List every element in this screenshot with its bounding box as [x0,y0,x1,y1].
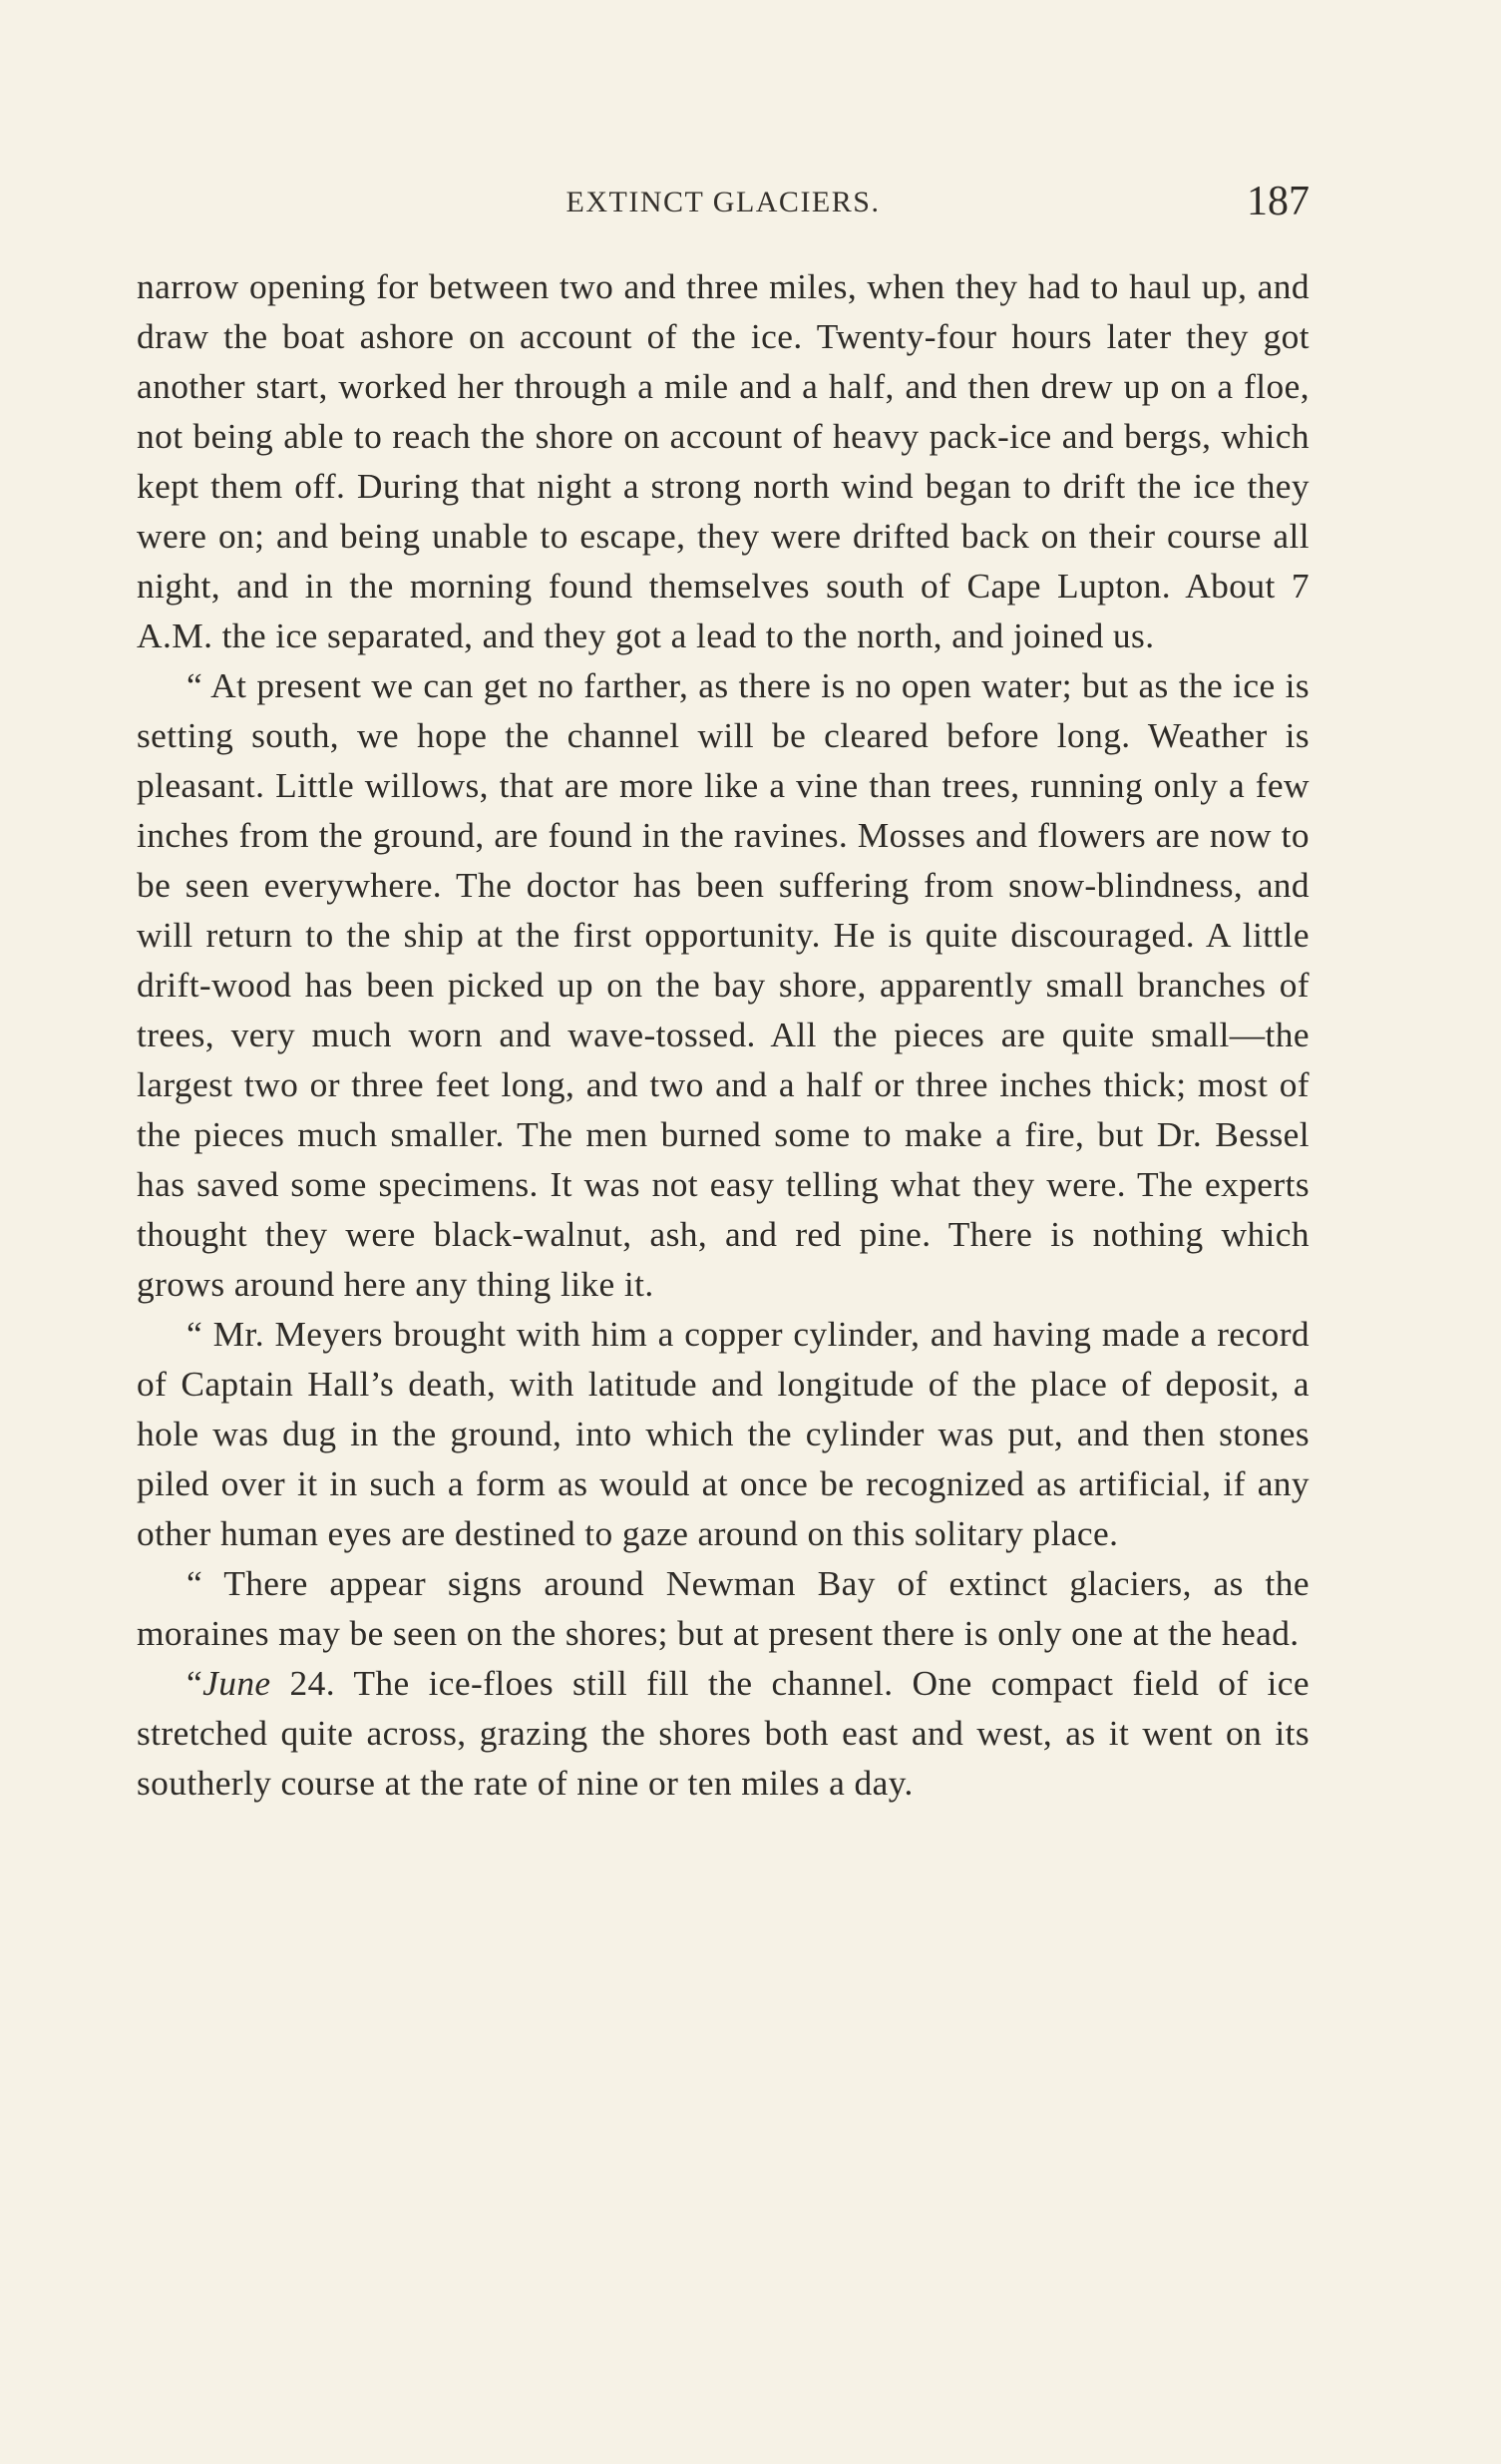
paragraph-text: the ice separated, and they got a lead to the north, and joined us. [212,616,1155,655]
paragraph-boat-journey [137,261,1310,660]
paragraph-glaciers: “ There appear signs around Newman Bay of extinct glaciers, as the moraines may be seen on the shores; but at present there is only one at the head. [137,1563,1310,1653]
paragraph-driftwood: “ At present we can get no farther, as there is no open water; but as the ice is setting south, we hope the channel will be cleared before long. Weather is pleasant. Little willows, that are more like a vine than trees, running only a few inches from the ground, are found in the ravines. Mosses and flowers are now to be seen everywhere. The doctor has been suffering from snow-blindness, and will return to the ship at the first opportunity. He is quite discouraged. A little drift-wood has been picked up on the bay shore, apparently small branches of trees, very much worn and wave-tossed. All the pieces are quite small—the largest two or three feet long, and two and a half or three inches thick; most of the pieces much smaller. The men burned some to make a fire, but Dr. Bessel has saved some specimens. It was not easy telling what they were. The experts thought they were black-walnut, ash, and red pine. There is nothing which grows around here any thing like it. [137,665,1310,1304]
body-text [137,261,1310,1808]
paragraph-text: narrow opening for between two and three miles, when they had to haul up, and draw the boat ashore on account of the ice. Twenty-four hours later they got another start, worked her through a mile and a half, and then drew up on a floe, not being able to reach the shore on account of heavy pack-ice and bergs, which kept them off. During that night a strong north wind began to drift the ice they were on; and being unable to escape, they were drifted back on their course all night, and in the morning found themselves south of Cape Lupton. About 7 [137,266,1310,606]
time-abbreviation: A.M. [137,616,213,655]
running-title: EXTINCT GLACIERS. [565,186,881,218]
running-head [137,178,1310,237]
date-month: June [202,1663,271,1703]
paragraph-copper-cylinder: “ Mr. Meyers brought with him a copper cylinder, and having made a record of Captain Hall’s death, with latitude and longitude of the place of deposit, a hole was dug in the ground, into which the cylinder was put, and then stones piled over it in such a form as would at once be recognized as artificial, if any other human eyes are destined to gaze around on this solitary place. [137,1314,1310,1553]
paragraph-text: 24. The ice-floes still fill the channel. One compact field of ice stretched quite across, grazing the shores both east and west, as it went on its southerly course at the rate of nine or ten miles a day. [137,1663,1310,1803]
paragraph-june-24 [137,1658,1310,1808]
quote-mark: “ [187,1663,203,1703]
page-number: 187 [1247,179,1310,224]
